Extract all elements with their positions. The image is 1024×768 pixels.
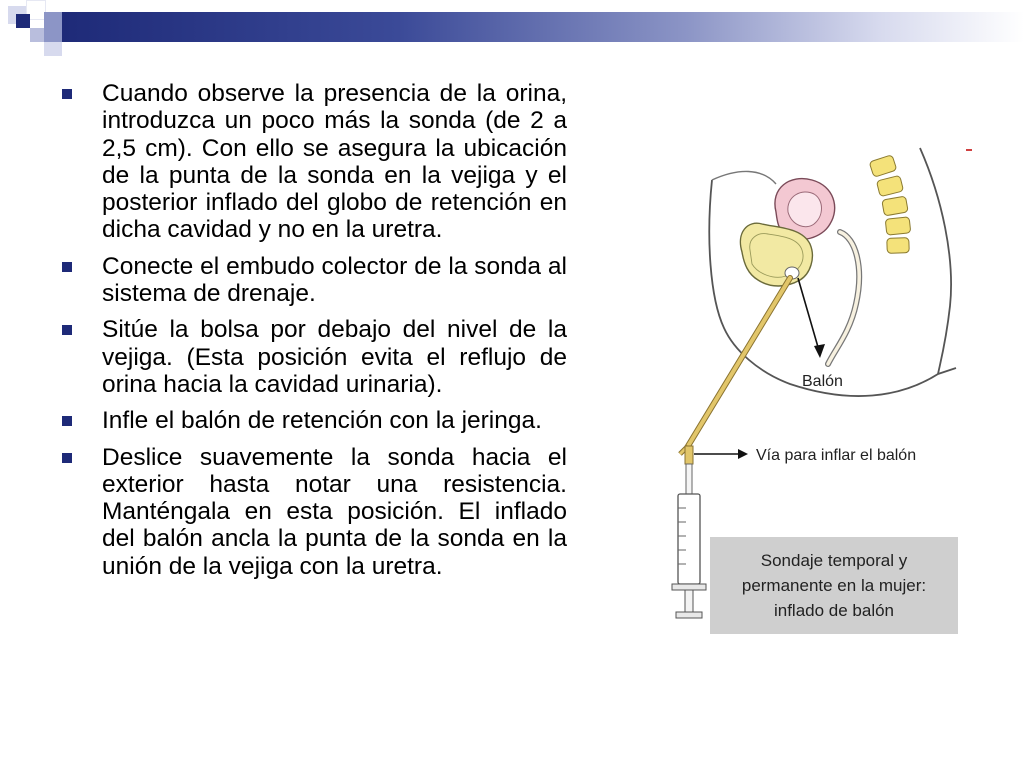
list-item (62, 253, 567, 308)
slide-header-decoration (0, 0, 1024, 60)
list-item-text: Sitúe la bolsa por debajo del nivel de la vejiga. (Esta posición evita el reflujo de orina hacia la cavidad urinaria). (102, 316, 567, 398)
list-item (62, 444, 567, 580)
deco-square (30, 28, 44, 42)
deco-square (44, 12, 62, 42)
caption-line: inflado de balón (773, 601, 895, 620)
back-outline (920, 148, 951, 374)
instruction-list (62, 80, 567, 589)
deco-square (16, 14, 30, 28)
list-item (62, 316, 567, 398)
pubic-outline (712, 171, 776, 184)
syringe (672, 464, 706, 618)
inflate-route-label: Vía para inflar el balón (756, 447, 917, 464)
square-bullet-icon (62, 262, 72, 272)
square-bullet-icon (62, 416, 72, 426)
rectum (828, 232, 859, 364)
square-bullet-icon (62, 89, 72, 99)
balloon-pointer-arrow (798, 278, 825, 358)
list-item-text: Cuando observe la presencia de la orina, introduzca un poco más la sonda (de 2 a 2,5 cm). Con ello se asegura la ubicación de la punta de la sonda en la vejiga y el posterior inflado del globo de retención en dicha cavidad y no en la uretra. (102, 80, 567, 244)
caption-line: Sondaje temporal y (760, 551, 908, 570)
list-item (62, 407, 567, 434)
square-bullet-icon (62, 325, 72, 335)
inflate-route-pointer-arrow (694, 449, 748, 459)
list-item (62, 80, 567, 244)
list-item-text: Deslice suavemente la sonda hacia el exterior hasta notar una resistencia. Manténgala en esta posición. El inflado del balón ancla la punta de la sonda en la unión de la vejiga con la uretra. (102, 443, 567, 580)
catheter (680, 278, 790, 464)
header-gradient-bar (62, 12, 1024, 42)
caption-line: permanente en la mujer: (741, 576, 927, 595)
square-bullet-icon (62, 453, 72, 463)
catheter-illustration (650, 128, 980, 638)
list-item-text: Conecte el embudo colector de la sonda al sistema de drenaje. (102, 252, 567, 308)
deco-square (44, 42, 62, 56)
balloon-label: Balón (802, 373, 843, 390)
list-item-text: Infle el balón de retención con la jeringa. (102, 407, 542, 435)
spine (869, 155, 911, 254)
